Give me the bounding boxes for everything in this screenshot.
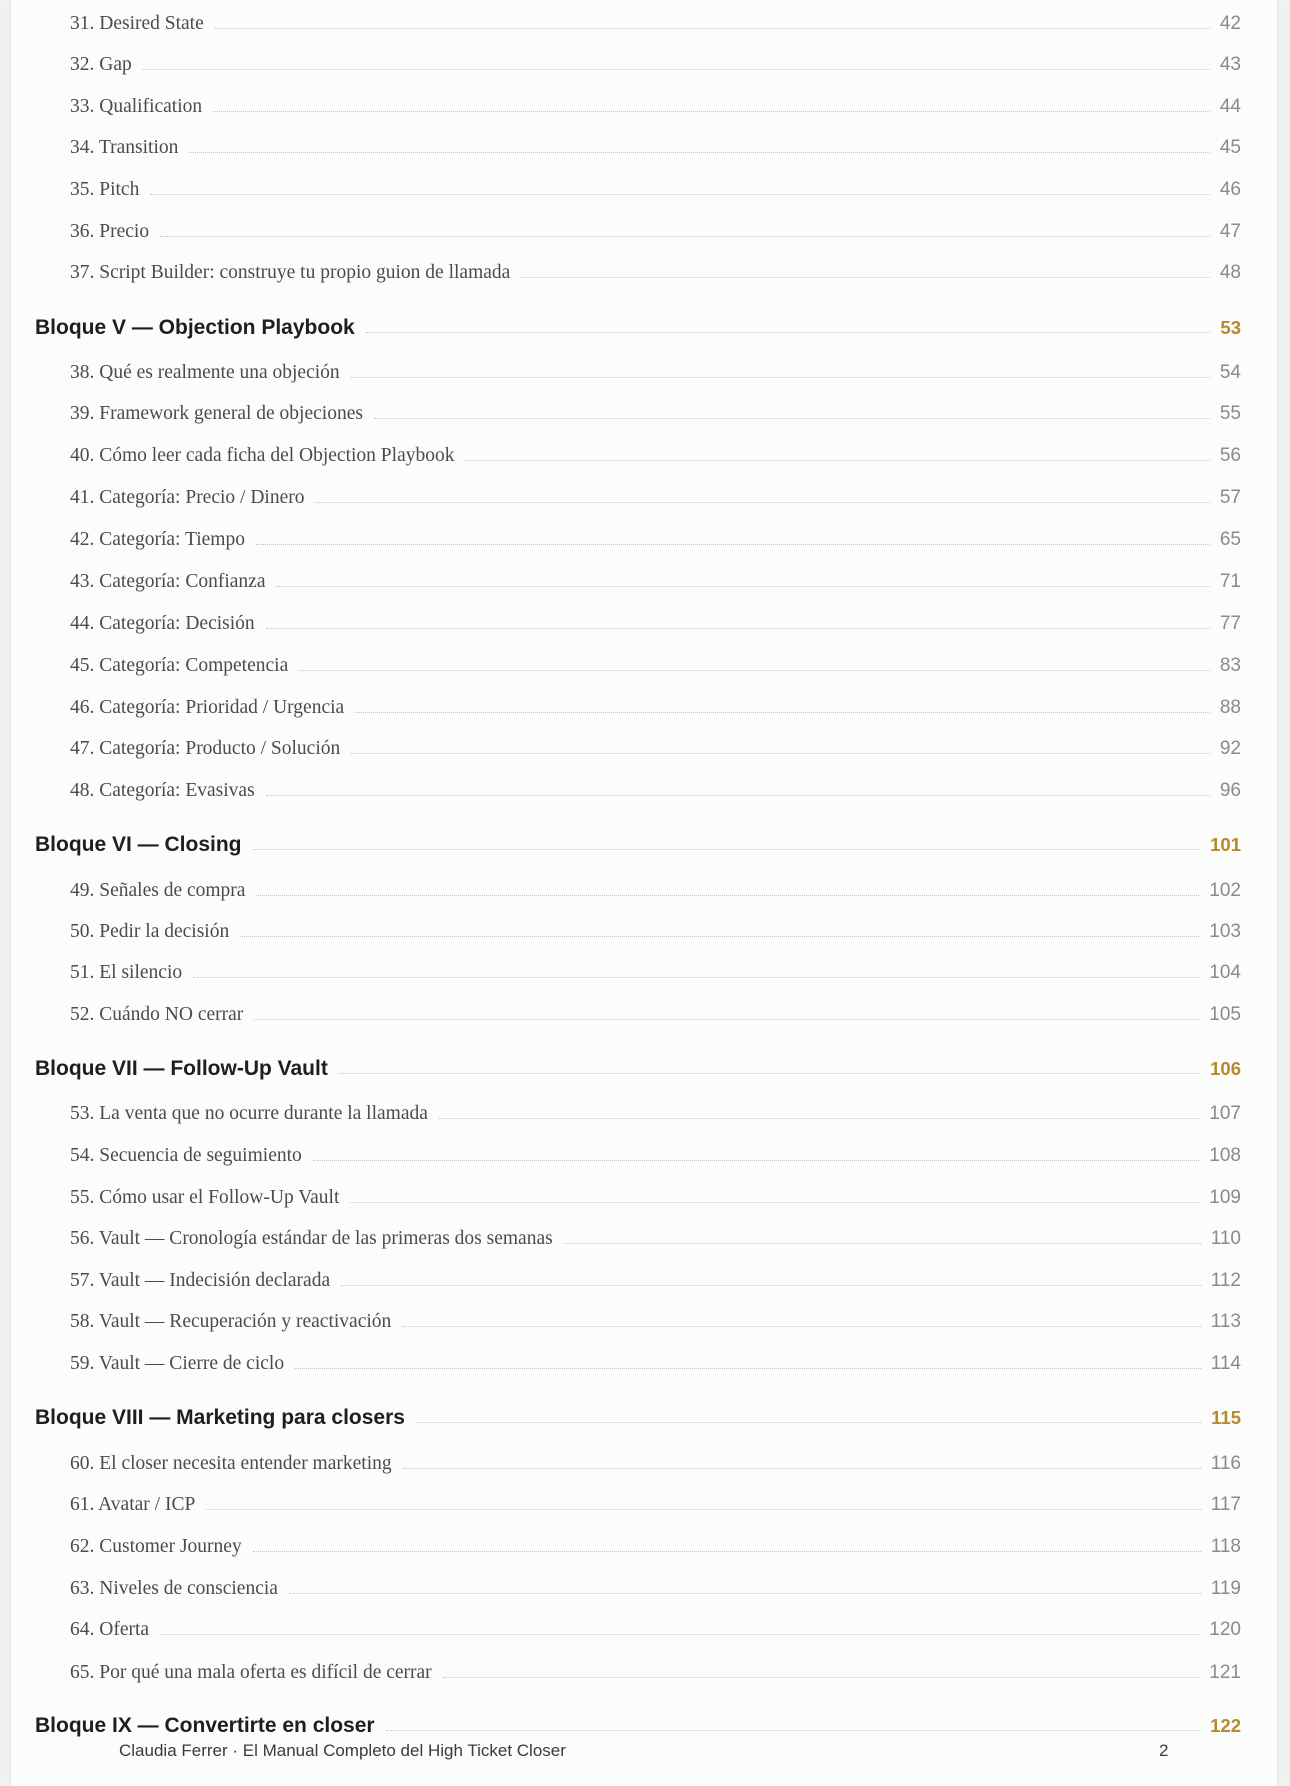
toc-entry[interactable] [11, 358, 1277, 388]
dot-leader [386, 1730, 1201, 1731]
dot-leader [276, 586, 1209, 587]
toc-page-number: 43 [1219, 54, 1241, 75]
toc-page-number: 113 [1210, 1311, 1241, 1332]
footer-page-number: 2 [1159, 1741, 1169, 1760]
toc-entry-title: 36. Precio [70, 221, 150, 242]
toc-page-number: 102 [1209, 880, 1241, 901]
dot-leader [443, 1677, 1200, 1678]
dot-leader [299, 670, 1210, 671]
toc-page-number: 48 [1219, 262, 1241, 283]
toc-entry[interactable] [11, 441, 1277, 471]
dot-leader [240, 936, 1199, 937]
toc-page-number: 104 [1209, 962, 1241, 983]
toc-entry[interactable] [11, 734, 1277, 764]
toc-page-number: 101 [1210, 834, 1241, 855]
toc-entry-title: 51. El silencio [70, 962, 183, 983]
toc-entry[interactable] [11, 258, 1277, 288]
dot-leader [339, 1073, 1200, 1074]
dot-leader [266, 795, 1210, 796]
toc-entry[interactable] [11, 651, 1277, 681]
toc-entry-title: 58. Vault — Recuperación y reactivación [70, 1311, 392, 1332]
toc-page-number: 71 [1219, 571, 1241, 592]
toc-entry-title: 62. Customer Journey [70, 1536, 242, 1557]
toc-page-number: 45 [1219, 137, 1241, 158]
toc-entry-title: 32. Gap [70, 54, 132, 75]
toc-entry[interactable] [11, 958, 1277, 988]
toc-page-number: 77 [1219, 613, 1241, 634]
toc-entry[interactable] [11, 133, 1277, 163]
toc-entry-title: 48. Categoría: Evasivas [70, 780, 255, 801]
toc-page-number: 105 [1209, 1004, 1241, 1025]
toc-section-title: Bloque V — Objection Playbook [35, 316, 355, 339]
toc-page-number: 44 [1219, 96, 1241, 117]
dot-leader [150, 194, 1210, 195]
dot-leader [315, 502, 1209, 503]
toc-entry[interactable] [11, 776, 1277, 806]
toc-entry[interactable] [11, 399, 1277, 429]
dot-leader [521, 277, 1210, 278]
dot-leader [256, 895, 1199, 896]
toc-entry-title: 45. Categoría: Competencia [70, 655, 289, 676]
toc-page-number: 42 [1219, 13, 1241, 34]
document-page [11, 0, 1277, 1786]
toc-entry-title: 43. Categoría: Confianza [70, 571, 266, 592]
toc-entry[interactable] [11, 1490, 1277, 1520]
toc-entry[interactable] [11, 1307, 1277, 1337]
toc-entry[interactable] [11, 1449, 1277, 1479]
toc-entry-title: 65. Por qué una mala oferta es difícil de cerrar [70, 1662, 432, 1683]
toc-section-entry[interactable] [11, 830, 1277, 860]
toc-page-number: 57 [1219, 487, 1241, 508]
dot-leader [350, 1202, 1199, 1203]
dot-leader [189, 152, 1209, 153]
dot-leader [143, 69, 1210, 70]
toc-entry[interactable] [11, 1532, 1277, 1562]
dot-leader [355, 712, 1210, 713]
toc-section-entry[interactable] [11, 313, 1277, 343]
toc-page-number: 122 [1210, 1715, 1241, 1736]
toc-entry[interactable] [11, 1183, 1277, 1213]
toc-entry[interactable] [11, 876, 1277, 906]
toc-entry-title: 63. Niveles de consciencia [70, 1578, 278, 1599]
toc-page-number: 56 [1219, 445, 1241, 466]
dot-leader [256, 544, 1210, 545]
toc-page-number: 53 [1220, 317, 1241, 338]
dot-leader [564, 1243, 1201, 1244]
toc-entry-title: 40. Cómo leer cada ficha del Objection Playbook [70, 445, 455, 466]
toc-page-number: 116 [1210, 1453, 1241, 1474]
toc-entry-title: 37. Script Builder: construye tu propio guion de llamada [70, 262, 511, 283]
toc-section-entry[interactable] [11, 1403, 1277, 1433]
toc-page-number: 118 [1210, 1536, 1241, 1557]
toc-entry-title: 39. Framework general de objeciones [70, 403, 363, 424]
dot-leader [213, 111, 1210, 112]
toc-entry[interactable] [11, 525, 1277, 555]
dot-leader [206, 1509, 1200, 1510]
toc-entry-title: 53. La venta que no ocurre durante la llamada [70, 1103, 428, 1124]
toc-page-number: 92 [1219, 738, 1241, 759]
toc-page-number: 114 [1210, 1353, 1241, 1374]
table-of-contents [11, 0, 1277, 1786]
toc-page-number: 96 [1219, 780, 1241, 801]
dot-leader [341, 1285, 1201, 1286]
toc-entry[interactable] [11, 483, 1277, 513]
toc-entry-title: 46. Categoría: Prioridad / Urgencia [70, 697, 345, 718]
toc-entry[interactable] [11, 693, 1277, 723]
toc-entry-title: 64. Oferta [70, 1619, 150, 1640]
toc-entry-title: 44. Categoría: Decisión [70, 613, 255, 634]
toc-page-number: 108 [1209, 1145, 1241, 1166]
footer-text: Claudia Ferrer · El Manual Completo del High Ticket Closer [119, 1741, 566, 1760]
toc-page-number: 119 [1210, 1578, 1241, 1599]
toc-entry[interactable] [11, 1574, 1277, 1604]
toc-entry[interactable] [11, 567, 1277, 597]
toc-entry-title: 54. Secuencia de seguimiento [70, 1145, 302, 1166]
toc-entry-title: 34. Transition [70, 137, 179, 158]
dot-leader [289, 1593, 1201, 1594]
toc-entry-title: 33. Qualification [70, 96, 203, 117]
toc-page-number: 103 [1209, 921, 1241, 942]
toc-entry-title: 55. Cómo usar el Follow-Up Vault [70, 1187, 340, 1208]
toc-entry-title: 47. Categoría: Producto / Solución [70, 738, 341, 759]
dot-leader [465, 460, 1209, 461]
dot-leader [374, 418, 1210, 419]
toc-entry[interactable] [11, 1224, 1277, 1254]
dot-leader [254, 1019, 1199, 1020]
toc-entry-title: 35. Pitch [70, 179, 140, 200]
dot-leader [351, 753, 1210, 754]
toc-entry[interactable] [11, 1615, 1277, 1645]
toc-entry-title: 56. Vault — Cronología estándar de las primeras dos semanas [70, 1228, 553, 1249]
toc-entry-title: 31. Desired State [70, 13, 204, 34]
dot-leader [215, 28, 1210, 29]
toc-page-number: 112 [1210, 1270, 1241, 1291]
dot-leader [266, 628, 1210, 629]
toc-entry-title: 50. Pedir la decisión [70, 921, 230, 942]
toc-entry-title: 41. Categoría: Precio / Dinero [70, 487, 305, 508]
dot-leader [160, 1634, 1199, 1635]
toc-entry-title: 57. Vault — Indecisión declarada [70, 1270, 331, 1291]
toc-page-number: 46 [1219, 179, 1241, 200]
toc-entry[interactable] [11, 1266, 1277, 1296]
dot-leader [402, 1326, 1200, 1327]
toc-entry[interactable] [11, 1658, 1277, 1688]
toc-page-number: 54 [1219, 362, 1241, 383]
toc-section-title: Bloque VI — Closing [35, 833, 242, 856]
toc-entry[interactable] [11, 50, 1277, 80]
toc-page-number: 55 [1219, 403, 1241, 424]
toc-page-number: 117 [1210, 1494, 1241, 1515]
toc-entry[interactable] [11, 1349, 1277, 1379]
dot-leader [403, 1468, 1201, 1469]
toc-page-number: 115 [1211, 1407, 1241, 1428]
toc-page-number: 47 [1219, 221, 1241, 242]
toc-entry-title: 52. Cuándo NO cerrar [70, 1004, 244, 1025]
toc-section-entry[interactable] [11, 1054, 1277, 1084]
toc-page-number: 65 [1219, 529, 1241, 550]
toc-page-number: 88 [1219, 697, 1241, 718]
toc-page-number: 121 [1209, 1662, 1241, 1683]
toc-entry-title: 42. Categoría: Tiempo [70, 529, 245, 550]
toc-entry[interactable] [11, 917, 1277, 947]
toc-page-number: 120 [1209, 1619, 1241, 1640]
toc-entry[interactable] [11, 175, 1277, 205]
toc-page-number: 106 [1210, 1058, 1241, 1079]
toc-entry-title: 59. Vault — Cierre de ciclo [70, 1353, 285, 1374]
dot-leader [351, 377, 1210, 378]
toc-entry[interactable] [11, 1000, 1277, 1030]
dot-leader [416, 1422, 1201, 1423]
dot-leader [253, 1551, 1201, 1552]
toc-section-entry[interactable] [11, 1711, 1277, 1741]
dot-leader [439, 1118, 1199, 1119]
toc-entry[interactable] [11, 1099, 1277, 1129]
dot-leader [313, 1160, 1200, 1161]
toc-page-number: 109 [1209, 1187, 1241, 1208]
dot-leader [193, 977, 1199, 978]
toc-section-title: Bloque VII — Follow-Up Vault [35, 1057, 328, 1080]
toc-entry[interactable] [11, 217, 1277, 247]
toc-entry-title: 49. Señales de compra [70, 880, 246, 901]
dot-leader [253, 849, 1201, 850]
toc-entry[interactable] [11, 1141, 1277, 1171]
toc-page-number: 83 [1219, 655, 1241, 676]
dot-leader [160, 236, 1210, 237]
toc-entry-title: 60. El closer necesita entender marketing [70, 1453, 392, 1474]
toc-entry-title: 38. Qué es realmente una objeción [70, 362, 340, 383]
toc-page-number: 110 [1210, 1228, 1241, 1249]
toc-entry[interactable] [11, 9, 1277, 39]
toc-entry[interactable] [11, 609, 1277, 639]
dot-leader [366, 332, 1211, 333]
toc-entry-title: 61. Avatar / ICP [70, 1494, 196, 1515]
toc-section-title: Bloque VIII — Marketing para closers [35, 1406, 405, 1429]
toc-entry[interactable] [11, 92, 1277, 122]
toc-section-title: Bloque IX — Convertirte en closer [35, 1714, 375, 1737]
dot-leader [295, 1368, 1201, 1369]
toc-page-number: 107 [1209, 1103, 1241, 1124]
